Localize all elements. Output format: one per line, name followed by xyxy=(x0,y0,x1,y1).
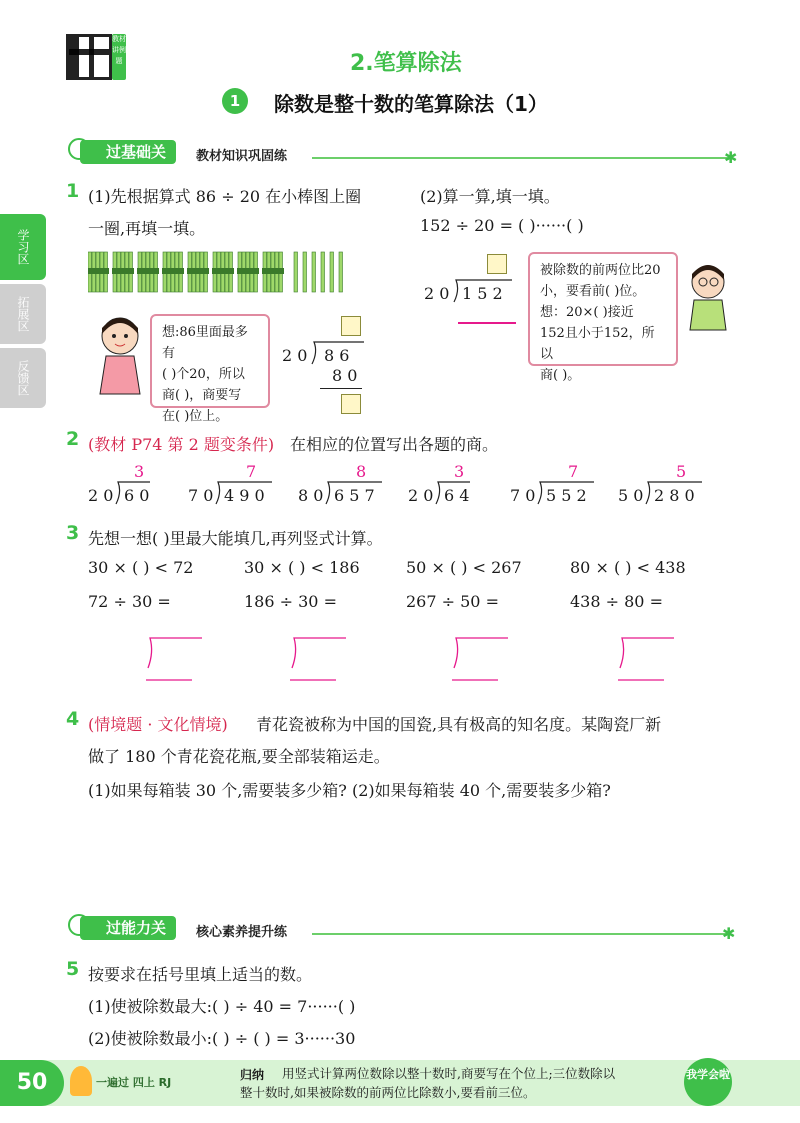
question-number: 3 xyxy=(66,522,80,544)
q5-line1[interactable]: (1)使被除数最大:( ) ÷ 40 = 7······( ) xyxy=(88,997,356,1016)
q4-line3: (1)如果每箱装 30 个,需要装多少箱? (2)如果每箱装 40 个,需要装多少箱? xyxy=(88,781,611,800)
section-rule xyxy=(312,157,728,159)
vertical-calc-area[interactable] xyxy=(618,636,678,686)
section-subtitle-ability: 核心素养提升练 xyxy=(196,925,288,940)
star-icon: ✱ xyxy=(724,148,738,167)
div1-dividend: 8 6 xyxy=(324,346,350,365)
section-rule xyxy=(312,933,728,935)
q3-text: 先想一想( )里最大能填几,再列竖式计算。 xyxy=(88,529,383,548)
answer-line[interactable] xyxy=(458,322,516,324)
q3-division[interactable]: 186 ÷ 30 = xyxy=(244,592,337,611)
division-rule xyxy=(320,388,362,389)
stick-bundle[interactable] xyxy=(187,252,209,292)
q4-line1: 青花瓷被称为中国的国瓷,具有极高的知名度。某陶瓷厂新 xyxy=(256,715,662,734)
q5-line2[interactable]: (2)使被除数最小:( ) ÷ ( ) = 3······30 xyxy=(88,1029,356,1048)
q4-line2: 做了 180 个青花瓷花瓶,要全部装箱运走。 xyxy=(88,747,390,766)
quotient: 3 xyxy=(134,462,145,481)
stick-bundle[interactable] xyxy=(137,252,159,292)
section-badge-basic: 过基础关 xyxy=(80,140,176,164)
remainder-answer-box[interactable] xyxy=(341,394,361,414)
quotient: 7 xyxy=(246,462,257,481)
dividend: 5 5 2 xyxy=(546,486,587,505)
summary-text: 用竖式计算两位数除以整十数时,商要写在个位上;三位数除以 整十数时,如果被除数的前两位比除数小,要看前三位。 xyxy=(240,1066,616,1100)
single-stick[interactable] xyxy=(339,252,343,292)
quotient-answer-box[interactable] xyxy=(341,316,361,336)
div2-divisor: 2 0 xyxy=(424,284,450,303)
q1-part2-line2: 152 ÷ 20 = ( )······( ) xyxy=(420,216,584,235)
q3-division[interactable]: 267 ÷ 50 = xyxy=(406,592,499,611)
q2-division-problem[interactable] xyxy=(188,462,284,508)
q3-division[interactable]: 438 ÷ 80 = xyxy=(570,592,663,611)
mascot-icon xyxy=(70,1066,92,1096)
stick-bundle[interactable] xyxy=(262,252,284,292)
q1-part1-line2: 一圈,再填一填。 xyxy=(88,219,206,238)
q3-division[interactable]: 72 ÷ 30 = xyxy=(88,592,171,611)
q2-division-problem[interactable] xyxy=(510,462,606,508)
dividend: 6 4 xyxy=(444,486,470,505)
quotient: 7 xyxy=(568,462,579,481)
stick-bundle[interactable] xyxy=(162,252,184,292)
stick-bundle[interactable] xyxy=(237,252,259,292)
single-stick[interactable] xyxy=(321,252,325,292)
divisor: 2 0 xyxy=(408,486,434,505)
q2-tag: (教材 P74 第 2 题变条件) xyxy=(88,435,275,454)
q1-part1-line1: (1)先根据算式 86 ÷ 20 在小棒图上圈 xyxy=(88,187,362,206)
long-division-bracket xyxy=(430,480,510,506)
lesson-icon: 1 xyxy=(222,88,248,114)
divisor: 2 0 xyxy=(88,486,114,505)
stick-bundle[interactable] xyxy=(88,252,109,292)
vertical-calc-area[interactable] xyxy=(146,636,206,686)
dividend: 6 5 7 xyxy=(334,486,375,505)
q2-text: 在相应的位置写出各题的商。 xyxy=(290,435,499,454)
lesson-title: 除数是整十数的笔算除法（1） xyxy=(274,92,548,116)
question-number: 5 xyxy=(66,958,80,980)
divisor: 5 0 xyxy=(618,486,644,505)
q2-division-problem[interactable] xyxy=(408,462,504,508)
div1-divisor: 2 0 xyxy=(282,346,308,365)
div2-dividend: 1 5 2 xyxy=(462,284,503,303)
quotient-answer-box[interactable] xyxy=(487,254,507,274)
single-stick[interactable] xyxy=(303,252,307,292)
q3-inequality[interactable]: 50 × ( ) < 267 xyxy=(406,558,522,577)
quotient: 8 xyxy=(356,462,367,481)
divisor: 7 0 xyxy=(510,486,536,505)
q5-text: 按要求在括号里填上适当的数。 xyxy=(88,965,313,984)
stick-bundles-figure[interactable] xyxy=(88,250,358,294)
side-tab-feedback[interactable]: 反馈区 xyxy=(0,348,46,408)
question-number: 4 xyxy=(66,708,80,730)
dividend: 4 9 0 xyxy=(224,486,265,505)
dividend: 2 8 0 xyxy=(654,486,695,505)
dividend: 6 0 xyxy=(124,486,150,505)
page-number: 50 xyxy=(0,1060,64,1106)
single-stick[interactable] xyxy=(330,252,334,292)
boy-thought-bubble: 被除数的前两位比20 小，要看前( )位。 想：20×( )接近 152且小于152，所以 商( )。 xyxy=(528,252,678,366)
section-badge-ability: 过能力关 xyxy=(80,916,176,940)
single-stick[interactable] xyxy=(312,252,316,292)
long-division-bracket xyxy=(110,480,190,506)
quotient: 3 xyxy=(454,462,465,481)
q4-tag: (情境题 · 文化情境) xyxy=(88,715,228,734)
girl-thought-bubble: 想:86里面最多有 ( )个20，所以 商( )，商要写 在( )位上。 xyxy=(150,314,270,408)
section-subtitle-basic: 教材知识巩固练 xyxy=(196,149,288,164)
q3-inequality[interactable]: 80 × ( ) < 438 xyxy=(570,558,686,577)
qr-tag: 教材讲例题 xyxy=(112,34,126,80)
q2-division-problem[interactable] xyxy=(88,462,184,508)
summary-label: 归纳 xyxy=(240,1068,265,1082)
div1-subtrahend: 8 0 xyxy=(332,366,358,385)
star-icon: ✱ xyxy=(722,924,736,943)
learned-badge: 我学会啦 xyxy=(684,1058,732,1106)
q2-division-problem[interactable] xyxy=(618,462,714,508)
question-number: 1 xyxy=(66,180,80,202)
divisor: 7 0 xyxy=(188,486,214,505)
stick-bundle[interactable] xyxy=(112,252,134,292)
brand-label: 一遍过 四上 RJ xyxy=(96,1076,172,1089)
stick-bundle[interactable] xyxy=(212,252,234,292)
side-tab-extend[interactable]: 拓展区 xyxy=(0,284,46,344)
q3-inequality[interactable]: 30 × ( ) < 72 xyxy=(88,558,194,577)
side-tab-study[interactable]: 学习区 xyxy=(0,214,46,280)
vertical-calc-area[interactable] xyxy=(290,636,350,686)
q2-division-problem[interactable] xyxy=(298,462,394,508)
question-number: 2 xyxy=(66,428,80,450)
qr-code xyxy=(66,34,112,80)
q3-inequality[interactable]: 30 × ( ) < 186 xyxy=(244,558,360,577)
vertical-calc-area[interactable] xyxy=(452,636,512,686)
boy-illustration xyxy=(682,262,732,332)
quotient: 5 xyxy=(676,462,687,481)
section-title: 2.笔算除法 xyxy=(350,51,462,76)
single-stick[interactable] xyxy=(294,252,298,292)
q1-part2-line1: (2)算一算,填一填。 xyxy=(420,187,560,206)
divisor: 8 0 xyxy=(298,486,324,505)
girl-illustration xyxy=(90,312,150,398)
